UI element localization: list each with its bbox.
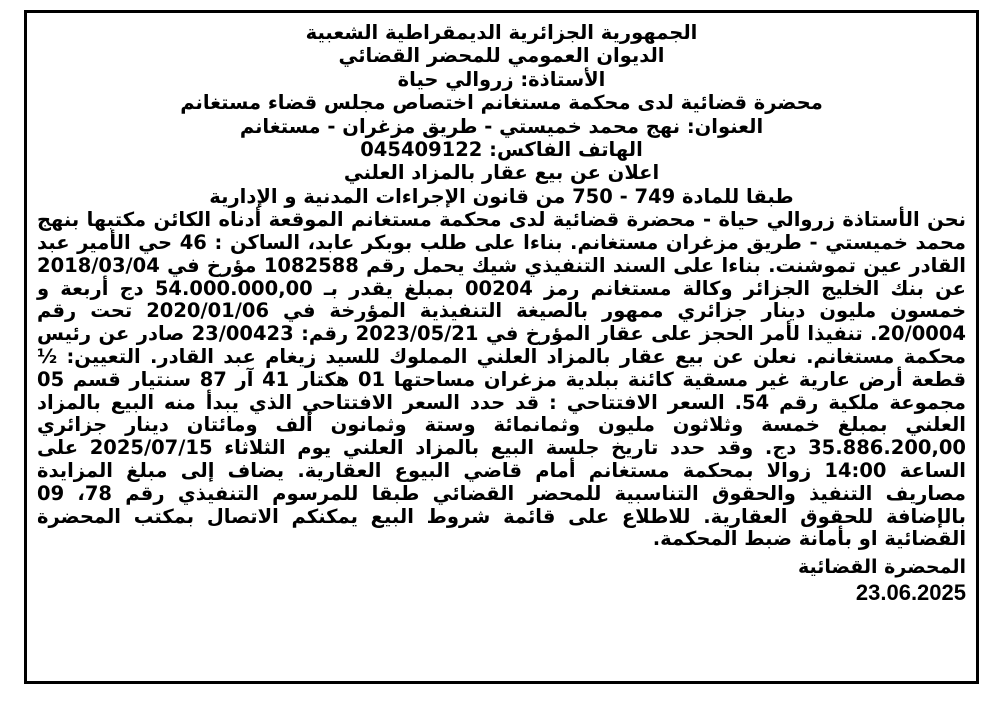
- legal-notice-frame: [24, 10, 979, 684]
- header-office: الديوان العمومي للمحضر القضائي: [338, 44, 665, 68]
- header-phone-fax: الهاتف الفاكس: 045409122: [360, 138, 643, 162]
- header-republic: الجمهورية الجزائرية الديمقراطية الشعبية: [305, 21, 698, 44]
- header-bailiff-name: الأستاذة: زروالي حياة: [397, 67, 606, 91]
- notice-title: اعلان عن بيع عقار بالمزاد العلني: [343, 161, 660, 185]
- notice-body: نحن الأستاذة زروالي حياة - محضرة قضائية لدى محكمة مستغانم الموقعة أدناه الكائن مكتبها بنهج محمد خميستي - طريق مزغران مستغانم. بناءا على طلب بوبكر عابد، الساكن : 46 حي الأمير عبد القادر عين تموشنت. بناءا على السند التنفيذي شيك يحمل رقم 1082588 مؤرخ في 2018/03/04 عن بنك الخليج الجزائر وكالة مستغانم رمز 00204 بمبلغ يقدر بـ 54.000.000,00 دج أربعة و خمسون مليون دينار جزائري ممهور بالصيغة التنفيذية المؤرخة في 2020/01/06 تحت رقم 20/0004. تنفيذا لأمر الحجز على عقار المؤرخ في 2023/05/21 رقم: 23/00423 صادر عن رئيس محكمة مستغانم. نعلن عن بيع عقار بالمزاد العلني المملوك للسيد زيغام عبد القادر. التعيين: ½ قطعة أرض عارية غير مسقية كائنة ببلدية مزغران مساحتها 01 هكتار 41 آر 87 سنتيار قسم 05 مجموعة ملكية رقم 54. السعر الافتتاحي : قد حدد السعر الافتتاحي الذي يبدأ منه البيع بالمزاد العلني بمبلغ خمسة وثلاثون مليون وثمانمائة وستة وثمانون ألف ومائتان دينار جزائري 35.886.200,00 دج. وقد حدد تاريخ جلسة البيع بالمزاد العلني يوم الثلاثاء 2025/07/15 على الساعة 14:00 زوالا بمحكمة مستغانم أمام قاضي البيوع العقارية. يضاف إلى مبلغ المزايدة مصاريف التنفيذ والحقوق التناسبية للمحضر القضائي طبقا للمرسوم التنفيذي رقم 78، 09 بالإضافة للحقوق العقارية. للاطلاع على قائمة شروط البيع يمكنكم الاتصال بمكتب المحضرة القضائية او بأمانة ضبط المحكمة.: [37, 208, 966, 551]
- header-address: العنوان: نهج محمد خميستي - طريق مزغران - مستغانم: [239, 114, 764, 138]
- signature-date: 23.06.2025: [855, 580, 966, 606]
- legal-reference: طبقا للمادة 749 - 750 من قانون الإجراءات المدنية و الإدارية: [209, 184, 794, 208]
- notice-header: [37, 21, 966, 208]
- signature-label: المحضرة القضائية: [797, 556, 966, 579]
- signature-block: [37, 555, 966, 607]
- header-jurisdiction: محضرة قضائية لدى محكمة مستغانم اختصاص مجلس قضاء مستغانم: [180, 91, 823, 115]
